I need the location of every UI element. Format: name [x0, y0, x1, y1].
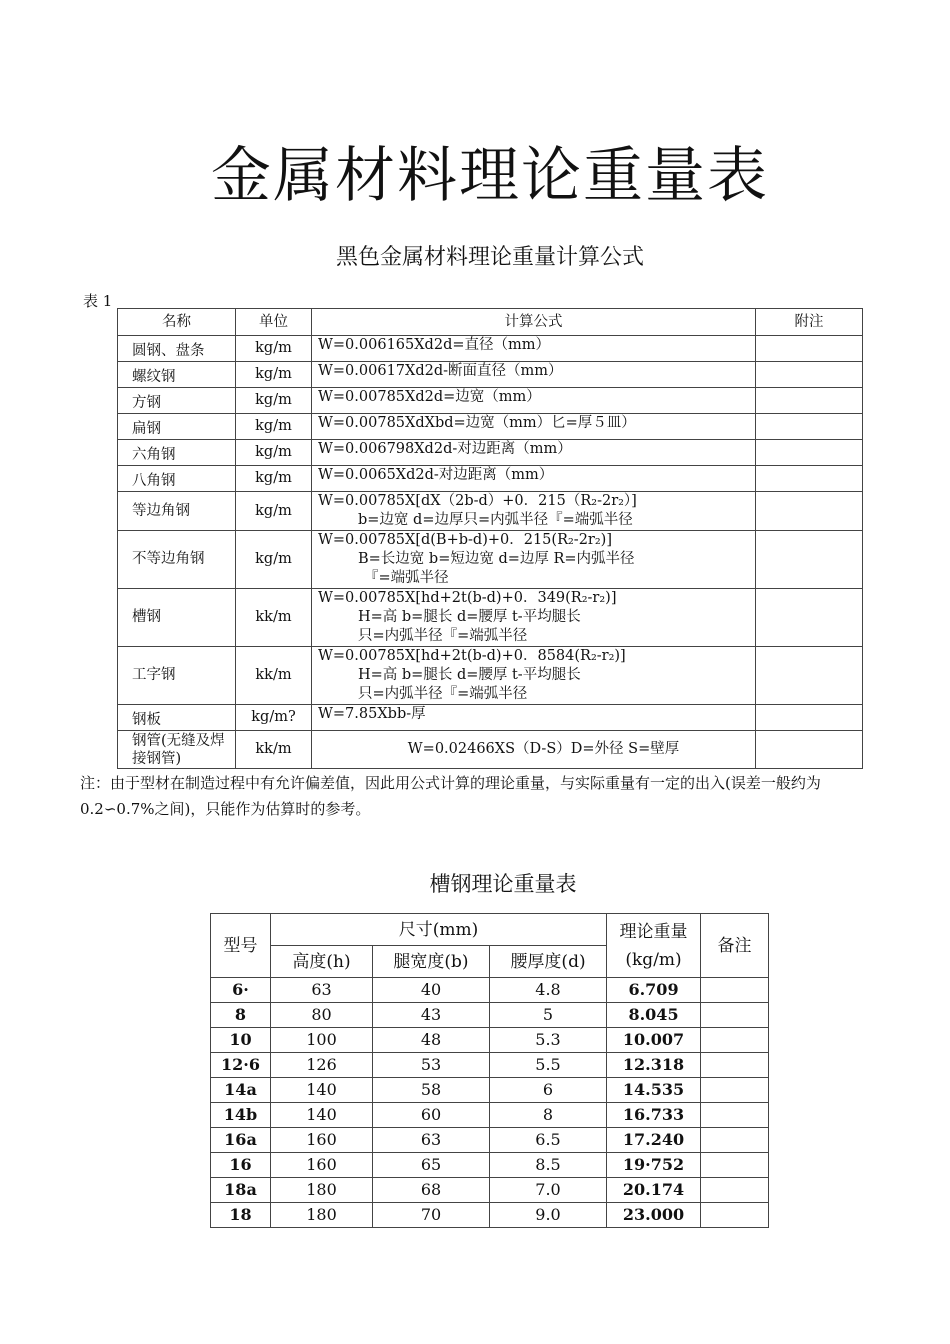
model-cell: 14a [211, 1078, 271, 1103]
material-formula [312, 440, 756, 466]
weight-cell: 6.709 [607, 978, 701, 1003]
material-unit: kg/m [236, 466, 312, 492]
header-name: 名称 [118, 309, 236, 336]
material-note [756, 388, 863, 414]
material-formula [312, 466, 756, 492]
weight-cell: 14.535 [607, 1078, 701, 1103]
page-title: 金属材料理论重量表 [211, 141, 769, 211]
material-name: 槽钢 [118, 589, 236, 647]
leg-width-cell: 68 [373, 1178, 490, 1203]
weight-cell: 10.007 [607, 1028, 701, 1053]
material-unit: kg/m [236, 388, 312, 414]
material-name: 不等边角钢 [118, 531, 236, 589]
footnote: 注：由于型材在制造过程中有允许偏差值，因此用公式计算的理论重量，与实际重量有一定的出入(误差一般约为0.2∽0.7%之间)，只能作为估算时的参考。 [80, 774, 821, 818]
leg-width-cell: 63 [373, 1128, 490, 1153]
material-unit: kg/m [236, 336, 312, 362]
weight-cell: 20.174 [607, 1178, 701, 1203]
remark-cell [701, 1103, 769, 1128]
material-name: 螺纹钢 [118, 362, 236, 388]
material-name: 钢板 [118, 705, 236, 731]
leg-width-cell: 40 [373, 978, 490, 1003]
material-name: 圆钢、盘条 [118, 336, 236, 362]
material-name: 方钢 [118, 388, 236, 414]
material-unit: kk/m [236, 589, 312, 647]
channel-row [211, 1203, 769, 1228]
formula-line: H=高 b=腿长 d=腰厚 t-平均腿长 [358, 667, 581, 683]
channel-row [211, 1028, 769, 1053]
formula-section-title: 黑色金属材料理论重量计算公式 [335, 245, 644, 270]
formula-table [117, 308, 863, 769]
material-note [756, 336, 863, 362]
material-formula [312, 388, 756, 414]
material-name: 工字钢 [118, 647, 236, 705]
formula-line: W=7.85Xbb-厚 [318, 706, 426, 722]
material-note [756, 647, 863, 705]
formula-line: 『=端弧半径 [364, 570, 449, 586]
waist-cell: 8.5 [490, 1153, 607, 1178]
material-note [756, 589, 863, 647]
material-unit: kg/m [236, 414, 312, 440]
material-formula [312, 492, 756, 531]
formula-row [118, 705, 863, 731]
waist-cell: 5 [490, 1003, 607, 1028]
material-name: 钢管(无缝及焊接钢管) [118, 731, 236, 769]
header-unit: 单位 [236, 309, 312, 336]
formula-line: W=0.00617Xd2d-断面直径（mm） [318, 363, 563, 379]
material-unit: kg/m? [236, 705, 312, 731]
height-cell: 140 [271, 1078, 373, 1103]
formula-row [118, 388, 863, 414]
material-unit: kg/m [236, 492, 312, 531]
waist-cell: 6 [490, 1078, 607, 1103]
formula-row [118, 492, 863, 531]
formula-line: W=0.006165Xd2d=直径（mm） [318, 337, 550, 353]
leg-width-cell: 58 [373, 1078, 490, 1103]
material-unit: kg/m [236, 531, 312, 589]
material-formula [312, 362, 756, 388]
header-size: 尺寸(mm) [271, 914, 607, 946]
channel-row [211, 1178, 769, 1203]
remark-cell [701, 1153, 769, 1178]
material-formula [312, 731, 756, 769]
material-name: 六角钢 [118, 440, 236, 466]
material-note [756, 414, 863, 440]
height-cell: 180 [271, 1203, 373, 1228]
model-cell: 16a [211, 1128, 271, 1153]
formula-row [118, 466, 863, 492]
formula-row [118, 362, 863, 388]
header-formula: 计算公式 [312, 309, 756, 336]
weight-cell: 17.240 [607, 1128, 701, 1153]
channel-row [211, 1003, 769, 1028]
height-cell: 63 [271, 978, 373, 1003]
remark-cell [701, 1178, 769, 1203]
formula-line: W=0.00785X[hd+2t(b-d)+0．8584(R₂-r₂)] [318, 648, 626, 664]
remark-cell [701, 1003, 769, 1028]
material-formula [312, 647, 756, 705]
height-cell: 126 [271, 1053, 373, 1078]
header-model: 型号 [211, 914, 271, 978]
formula-line: B=长边宽 b=短边宽 d=边厚 R=内弧半径 [358, 551, 635, 567]
leg-width-cell: 60 [373, 1103, 490, 1128]
model-cell: 8 [211, 1003, 271, 1028]
material-formula [312, 705, 756, 731]
channel-header-row-1 [211, 914, 769, 946]
material-unit: kg/m [236, 362, 312, 388]
header-weight [607, 914, 701, 978]
material-note [756, 492, 863, 531]
formula-line: 只=内弧半径『=端弧半径 [358, 628, 528, 644]
formula-row [118, 589, 863, 647]
material-note [756, 531, 863, 589]
formula-line: W=0.00785X[hd+2t(b-d)+0．349(R₂-r₂)] [318, 590, 617, 606]
header-height: 高度(h) [271, 946, 373, 978]
waist-cell: 4.8 [490, 978, 607, 1003]
model-cell: 12·6 [211, 1053, 271, 1078]
height-cell: 80 [271, 1003, 373, 1028]
formula-line: b=边宽 d=边厚只=内弧半径『=端弧半径 [358, 512, 633, 528]
header-weight-label: 理论重量 [619, 921, 688, 942]
channel-steel-table [210, 913, 769, 1228]
formula-line: H=高 b=腿长 d=腰厚 t-平均腿长 [358, 609, 581, 625]
height-cell: 180 [271, 1178, 373, 1203]
height-cell: 160 [271, 1153, 373, 1178]
model-cell: 14b [211, 1103, 271, 1128]
leg-width-cell: 43 [373, 1003, 490, 1028]
channel-row [211, 1153, 769, 1178]
header-weight-unit: (kg/m) [625, 949, 682, 970]
formula-row [118, 531, 863, 589]
model-cell: 18a [211, 1178, 271, 1203]
channel-steel-title: 槽钢理论重量表 [429, 872, 577, 896]
remark-cell [701, 978, 769, 1003]
waist-cell: 5.5 [490, 1053, 607, 1078]
material-unit: kk/m [236, 731, 312, 769]
header-waist: 腰厚度(d) [490, 946, 607, 978]
waist-cell: 5.3 [490, 1028, 607, 1053]
weight-cell: 16.733 [607, 1103, 701, 1128]
header-leg-width: 腿宽度(b) [373, 946, 490, 978]
material-unit: kg/m [236, 440, 312, 466]
model-cell: 16 [211, 1153, 271, 1178]
material-unit: kk/m [236, 647, 312, 705]
material-note [756, 466, 863, 492]
waist-cell: 7.0 [490, 1178, 607, 1203]
channel-row [211, 1103, 769, 1128]
formula-line: W=0.02466XS（D-S）D=外径 S=壁厚 [407, 741, 680, 757]
height-cell: 160 [271, 1128, 373, 1153]
remark-cell [701, 1078, 769, 1103]
header-remark: 备注 [701, 914, 769, 978]
weight-cell: 12.318 [607, 1053, 701, 1078]
formula-row [118, 336, 863, 362]
waist-cell: 6.5 [490, 1128, 607, 1153]
weight-cell: 23.000 [607, 1203, 701, 1228]
leg-width-cell: 65 [373, 1153, 490, 1178]
formula-table-header [118, 309, 863, 336]
model-cell: 6· [211, 978, 271, 1003]
material-name: 等边角钢 [118, 492, 236, 531]
formula-line: W=0.00785Xd2d=边宽（mm） [318, 389, 541, 405]
leg-width-cell: 53 [373, 1053, 490, 1078]
formula-row [118, 414, 863, 440]
remark-cell [701, 1128, 769, 1153]
material-name: 扁钢 [118, 414, 236, 440]
channel-row [211, 1078, 769, 1103]
material-note [756, 731, 863, 769]
waist-cell: 8 [490, 1103, 607, 1128]
material-formula [312, 336, 756, 362]
channel-row [211, 1053, 769, 1078]
remark-cell [701, 1028, 769, 1053]
height-cell: 140 [271, 1103, 373, 1128]
material-formula [312, 414, 756, 440]
weight-cell: 19·752 [607, 1153, 701, 1178]
model-cell: 10 [211, 1028, 271, 1053]
header-note: 附注 [756, 309, 863, 336]
height-cell: 100 [271, 1028, 373, 1053]
formula-line: W=0.006798Xd2d-对边距离（mm） [318, 441, 572, 457]
leg-width-cell: 48 [373, 1028, 490, 1053]
channel-row [211, 978, 769, 1003]
table-label: 表 1 [83, 292, 113, 310]
remark-cell [701, 1203, 769, 1228]
formula-row [118, 731, 863, 769]
leg-width-cell: 70 [373, 1203, 490, 1228]
formula-line: 只=内弧半径『=端弧半径 [358, 686, 528, 702]
formula-line: W=0.00785X[dX（2b-d）+0．215（R₂-2r₂）] [318, 493, 637, 509]
channel-row [211, 1128, 769, 1153]
material-name: 八角钢 [118, 466, 236, 492]
material-note [756, 362, 863, 388]
model-cell: 18 [211, 1203, 271, 1228]
formula-row [118, 647, 863, 705]
material-formula [312, 531, 756, 589]
remark-cell [701, 1053, 769, 1078]
formula-row [118, 440, 863, 466]
formula-line: W=0.00785X[d(B+b-d)+0．215(R₂-2r₂)] [318, 532, 612, 548]
formula-line: W=0.00785XdXbd=边宽（mm）匕=厚５皿） [318, 415, 636, 431]
material-note [756, 705, 863, 731]
formula-line: W=0.0065Xd2d-对边距离（mm） [318, 467, 554, 483]
weight-cell: 8.045 [607, 1003, 701, 1028]
waist-cell: 9.0 [490, 1203, 607, 1228]
material-formula [312, 589, 756, 647]
material-note [756, 440, 863, 466]
